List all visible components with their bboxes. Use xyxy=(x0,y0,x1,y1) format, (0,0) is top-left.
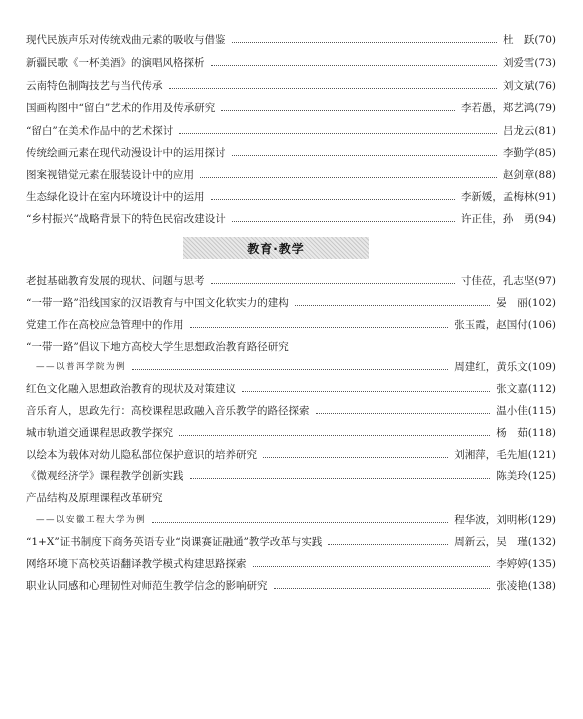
dot-leader xyxy=(274,587,491,589)
entry-author-page: 赵剑章(88) xyxy=(502,169,556,181)
entry-author-page: 晏 丽(102) xyxy=(496,297,556,309)
dot-leader xyxy=(211,198,455,200)
entry-author-page: 张玉霞，赵国付(106) xyxy=(454,319,556,331)
dot-leader xyxy=(132,368,448,370)
dot-leader xyxy=(221,109,455,111)
entry-title: 产品结构及原理课程改革研究 xyxy=(26,492,163,504)
toc-entry[interactable] xyxy=(26,99,556,117)
entry-author-page: 许正佳，孙 勇(94) xyxy=(460,213,556,225)
toc-entry[interactable] xyxy=(26,577,556,595)
toc-entry[interactable] xyxy=(26,166,556,184)
entry-title: 《微观经济学》课程教学创新实践 xyxy=(26,470,184,482)
dot-leader xyxy=(232,41,497,43)
toc-entry[interactable] xyxy=(26,144,556,162)
entry-author-page: 刘文斌(76) xyxy=(502,80,556,92)
entry-author-page: 李若愚，郑艺鸿(79) xyxy=(460,102,556,114)
toc-entry-subtitle[interactable] xyxy=(26,358,556,376)
entry-title: “乡村振兴”战略背景下的特色民宿改建设计 xyxy=(26,213,226,225)
dot-leader xyxy=(152,521,448,523)
dot-leader xyxy=(169,87,497,89)
toc-entry[interactable] xyxy=(26,77,556,95)
entry-author-page: 李新媛，孟梅林(91) xyxy=(460,191,556,203)
dot-leader xyxy=(328,543,448,545)
entry-title: “一带一路”沿线国家的汉语教育与中国文化软实力的建构 xyxy=(26,297,289,309)
dot-leader xyxy=(263,456,448,458)
toc-entry-title-line[interactable] xyxy=(26,338,556,356)
entry-title: 现代民族声乐对传统戏曲元素的吸收与借鉴 xyxy=(26,34,226,46)
entry-author-page: 张文嘉(112) xyxy=(496,383,556,395)
toc-entry-subtitle[interactable] xyxy=(26,511,556,529)
toc-entry[interactable] xyxy=(26,446,556,464)
dot-leader xyxy=(295,304,491,306)
entry-title: 红色文化融入思想政治教育的现状及对策建议 xyxy=(26,383,236,395)
entry-title: 城市轨道交通课程思政教学探究 xyxy=(26,427,173,439)
entry-title: 生态绿化设计在室内环境设计中的运用 xyxy=(26,191,205,203)
dot-leader xyxy=(242,390,490,392)
entry-title: 党建工作在高校应急管理中的作用 xyxy=(26,319,184,331)
dot-leader xyxy=(179,434,490,436)
entry-subtitle: ——以普洱学院为例 xyxy=(36,362,127,372)
dot-leader xyxy=(190,326,449,328)
entry-author-page: 刘湘萍，毛先旭(121) xyxy=(454,449,556,461)
toc-entry[interactable] xyxy=(26,272,556,290)
entry-author-page: 寸佳莅，孔志坚(97) xyxy=(460,275,556,287)
entry-author-page: 程华波，刘明彬(129) xyxy=(454,514,556,526)
entry-author-page: 李勤学(85) xyxy=(502,147,556,159)
entry-subtitle: ——以安徽工程大学为例 xyxy=(36,515,147,525)
dot-leader xyxy=(211,64,497,66)
entry-title: 音乐育人，思政先行：高校课程思政融入音乐教学的路径探索 xyxy=(26,405,310,417)
dot-leader xyxy=(200,176,497,178)
toc-entry[interactable] xyxy=(26,210,556,228)
toc-entry[interactable] xyxy=(26,31,556,49)
dot-leader xyxy=(232,154,497,156)
dot-leader xyxy=(316,412,491,414)
dot-leader xyxy=(211,282,455,284)
entry-title: 云南特色制陶技艺与当代传承 xyxy=(26,80,163,92)
entry-author-page: 李婷婷(135) xyxy=(496,558,556,570)
dot-leader xyxy=(232,220,455,222)
toc-entry[interactable] xyxy=(26,555,556,573)
entry-author-page: 杜 跃(70) xyxy=(502,34,556,46)
entry-author-page: 刘爱雪(73) xyxy=(502,57,556,69)
toc-entry[interactable] xyxy=(26,122,556,140)
dot-leader xyxy=(179,132,497,134)
entry-author-page: 陈美玲(125) xyxy=(496,470,556,482)
toc-entry[interactable] xyxy=(26,467,556,485)
dot-leader xyxy=(190,477,491,479)
entry-title: 老挝基础教育发展的现状、问题与思考 xyxy=(26,275,205,287)
dot-leader xyxy=(253,565,491,567)
toc-entry[interactable] xyxy=(26,402,556,420)
entry-author-page: 温小佳(115) xyxy=(496,405,556,417)
entry-author-page: 周建红，黄乐文(109) xyxy=(454,361,556,373)
section-heading: 教育·教学 xyxy=(183,237,369,259)
entry-title: 职业认同感和心理韧性对师范生教学信念的影响研究 xyxy=(26,580,268,592)
entry-title: “一带一路”倡议下地方高校大学生思想政治教育路径研究 xyxy=(26,341,289,353)
entry-title: “留白”在美术作品中的艺术探讨 xyxy=(26,125,174,137)
entry-title: “1+X”证书制度下商务英语专业“岗课赛证融通”教学改革与实践 xyxy=(26,536,323,548)
entry-author-page: 吕龙云(81) xyxy=(502,125,556,137)
entry-title: 图案视错觉元素在服装设计中的应用 xyxy=(26,169,194,181)
entry-title: 国画构图中“留白”艺术的作用及传承研究 xyxy=(26,102,216,114)
toc-entry[interactable] xyxy=(26,316,556,334)
entry-title: 传统绘画元素在现代动漫设计中的运用探讨 xyxy=(26,147,226,159)
entry-author-page: 张凌艳(138) xyxy=(496,580,556,592)
toc-entry-title-line[interactable] xyxy=(26,489,556,507)
toc-entry[interactable] xyxy=(26,380,556,398)
entry-author-page: 杨 茹(118) xyxy=(496,427,556,439)
entry-title: 新疆民歌《一杯美酒》的演唱风格探析 xyxy=(26,57,205,69)
toc-entry[interactable] xyxy=(26,533,556,551)
toc-entry[interactable] xyxy=(26,424,556,442)
toc-entry[interactable] xyxy=(26,54,556,72)
entry-author-page: 周新云，吴 瑾(132) xyxy=(454,536,556,548)
toc-entry[interactable] xyxy=(26,188,556,206)
entry-title: 以绘本为载体对幼儿隐私部位保护意识的培养研究 xyxy=(26,449,257,461)
entry-title: 网络环境下高校英语翻译教学模式构建思路探索 xyxy=(26,558,247,570)
toc-entry[interactable] xyxy=(26,294,556,312)
